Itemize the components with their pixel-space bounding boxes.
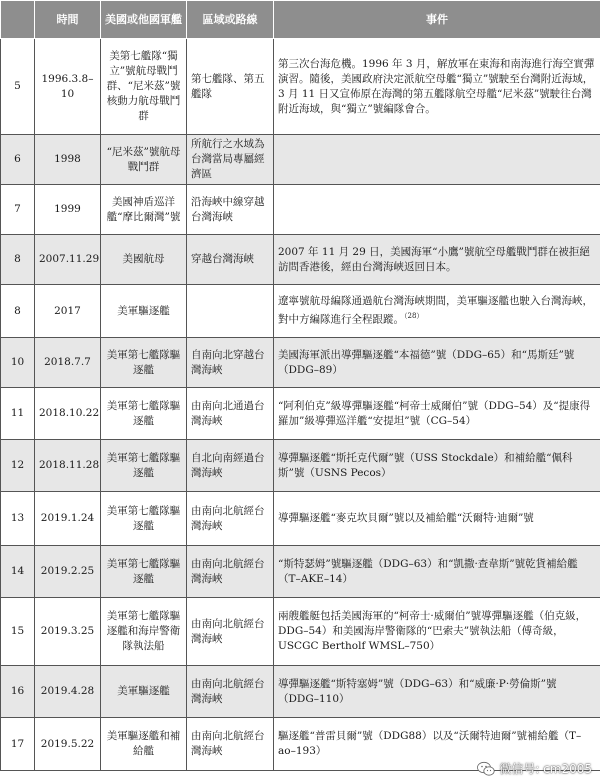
row-area: 由南向北航經台灣海峽	[187, 598, 274, 666]
row-index: 15	[1, 598, 35, 666]
row-date: 2019.5.22	[35, 718, 101, 771]
row-date: 2018.10.22	[35, 388, 101, 440]
table-row	[1, 39, 600, 135]
row-fleet: 美軍第七艦隊驅逐艦和海岸警衛隊執法船	[101, 598, 187, 666]
row-event: 兩艘艦艇包括美國海軍的“柯帝士·威爾伯”號導彈驅逐艦（伯克級，DDG–54）和美國海岸警衛隊的“巴索夫”號執法船（傅奇級，USCGC Bertholf WMSL–750）	[274, 598, 600, 666]
header-area: 區域或路線	[187, 1, 274, 39]
row-area: 由南向北通過台灣海峽	[187, 388, 274, 440]
row-area: 由南向北航經台灣海峽	[187, 492, 274, 546]
row-index: 12	[1, 440, 35, 492]
row-event	[274, 185, 600, 235]
row-area: 自北向南經過台灣海峽	[187, 440, 274, 492]
table-row	[1, 135, 600, 185]
row-date: 2018.11.28	[35, 440, 101, 492]
row-fleet: 美軍第七艦隊驅逐艦	[101, 492, 187, 546]
row-date: 1998	[35, 135, 101, 185]
table-row	[1, 666, 600, 718]
row-date: 2019.2.25	[35, 546, 101, 598]
row-date: 2019.1.24	[35, 492, 101, 546]
row-index: 14	[1, 546, 35, 598]
row-index: 17	[1, 718, 35, 771]
row-index: 7	[1, 185, 35, 235]
row-event	[274, 285, 600, 338]
table-row	[1, 492, 600, 546]
row-date: 2019.3.25	[35, 598, 101, 666]
row-event: “斯特瑟姆”號驅逐艦（DDG–63）和“凱撒·查韋斯”號乾貨補給艦（T–AKE–14）	[274, 546, 600, 598]
wechat-icon	[477, 761, 495, 777]
row-fleet: 美軍第七艦隊驅逐艦	[101, 546, 187, 598]
row-event: 驅逐艦“普雷貝爾”號（DDG88）以及“沃爾特迪爾”號補給艦（T–ao–193）	[274, 718, 600, 771]
row-index: 8	[1, 235, 35, 285]
row-area: 由南向北航經台灣海峽	[187, 546, 274, 598]
row-area: 穿越台灣海峽	[187, 235, 274, 285]
header-date: 時間	[35, 1, 101, 39]
table-row	[1, 185, 600, 235]
row-area: 由南向北航經台灣海峽	[187, 718, 274, 771]
row-event: 導彈驅逐艦“斯特塞姆”號（DDG–63）和“威廉·P·勞倫斯”號（DDG–110）	[274, 666, 600, 718]
table-row	[1, 388, 600, 440]
row-date: 2007.11.29	[35, 235, 101, 285]
row-event: “阿利伯克”級導彈驅逐艦“柯帝士威爾伯”號（DDG–54）及“提康得羅加”級導彈巡洋艦“安提坦”號（CG–54）	[274, 388, 600, 440]
row-fleet: 美軍第七艦隊驅逐艦	[101, 388, 187, 440]
row-fleet: 美軍驅逐艦和補給艦	[101, 718, 187, 771]
row-area: 所航行之水域為台灣當局專屬經濟區	[187, 135, 274, 185]
row-index: 6	[1, 135, 35, 185]
watermark-text: 微信号: cm2005	[499, 762, 592, 776]
row-event: 導彈驅逐艦“麥克坎貝爾”號以及補給艦“沃爾特·迪爾”號	[274, 492, 600, 546]
row-date: 1996.3.8–10	[35, 39, 101, 135]
row-fleet: 美國航母	[101, 235, 187, 285]
footnote-marker: （28）	[404, 312, 424, 321]
row-fleet: 美軍驅逐艦	[101, 666, 187, 718]
header-event: 事件	[274, 1, 600, 39]
table-row	[1, 546, 600, 598]
table-row	[1, 235, 600, 285]
header-index	[1, 1, 35, 39]
row-area	[187, 285, 274, 338]
table-row	[1, 598, 600, 666]
row-date: 2019.4.28	[35, 666, 101, 718]
wechat-watermark	[477, 760, 592, 777]
row-index: 5	[1, 39, 35, 135]
row-index: 10	[1, 338, 35, 388]
row-index: 11	[1, 388, 35, 440]
row-event: 2007 年 11 月 29 日，美國海軍“小鷹”號航空母艦戰鬥群在被拒絕訪問香港後，經由台灣海峽返回日本。	[274, 235, 600, 285]
header-fleet: 美國或他國軍艦	[101, 1, 187, 39]
table-row	[1, 285, 600, 338]
row-area: 由南向北航經台灣海峽	[187, 666, 274, 718]
row-fleet: 美軍第七艦隊驅逐艦	[101, 440, 187, 492]
row-area: 自南向北穿越台灣海峽	[187, 338, 274, 388]
row-event: 導彈驅逐艦“斯托克代爾”號（USS Stockdale）和補給艦“佩科斯”號（USNS Pecos）	[274, 440, 600, 492]
event-text: 遼寧號航母編隊通過航台灣海峽期間，美軍驅逐艦也駛入台灣海峽，對中方編隊進行全程跟蹤。	[278, 295, 593, 326]
row-index: 8	[1, 285, 35, 338]
row-area: 沿海峽中線穿越台灣海峽	[187, 185, 274, 235]
row-date: 2018.7.7	[35, 338, 101, 388]
row-date: 1999	[35, 185, 101, 235]
row-fleet: 美軍驅逐艦	[101, 285, 187, 338]
row-fleet: 美軍第七艦隊驅逐艦	[101, 338, 187, 388]
row-date: 2017	[35, 285, 101, 338]
row-area: 第七艦隊、第五艦隊	[187, 39, 274, 135]
row-fleet: 美第七艦隊“獨立”號航母戰鬥群、“尼米茲”號核動力航母戰鬥群	[101, 39, 187, 135]
table-row	[1, 338, 600, 388]
row-fleet: 美國神盾巡洋艦“摩比爾灣”號	[101, 185, 187, 235]
row-index: 13	[1, 492, 35, 546]
row-event: 美國海軍派出導彈驅逐艦“本福德”號（DDG–65）和“馬斯廷”號（DDG–89）	[274, 338, 600, 388]
row-index: 16	[1, 666, 35, 718]
table-header-row	[1, 1, 600, 39]
row-event: 第三次台海危機。1996 年 3 月，解放軍在東海和南海進行海空實彈演習。隨後，美國政府決定派航空母艦“獨立”號駛至台灣附近海域，3 月 11 日又宣佈原在海灣的第五艦隊航空母艦“尼米茲”號駛往台灣附近海域，與“獨立”號編隊會合。	[274, 39, 600, 135]
row-fleet: “尼米茲”號航母戰鬥群	[101, 135, 187, 185]
table-row	[1, 440, 600, 492]
row-event	[274, 135, 600, 185]
